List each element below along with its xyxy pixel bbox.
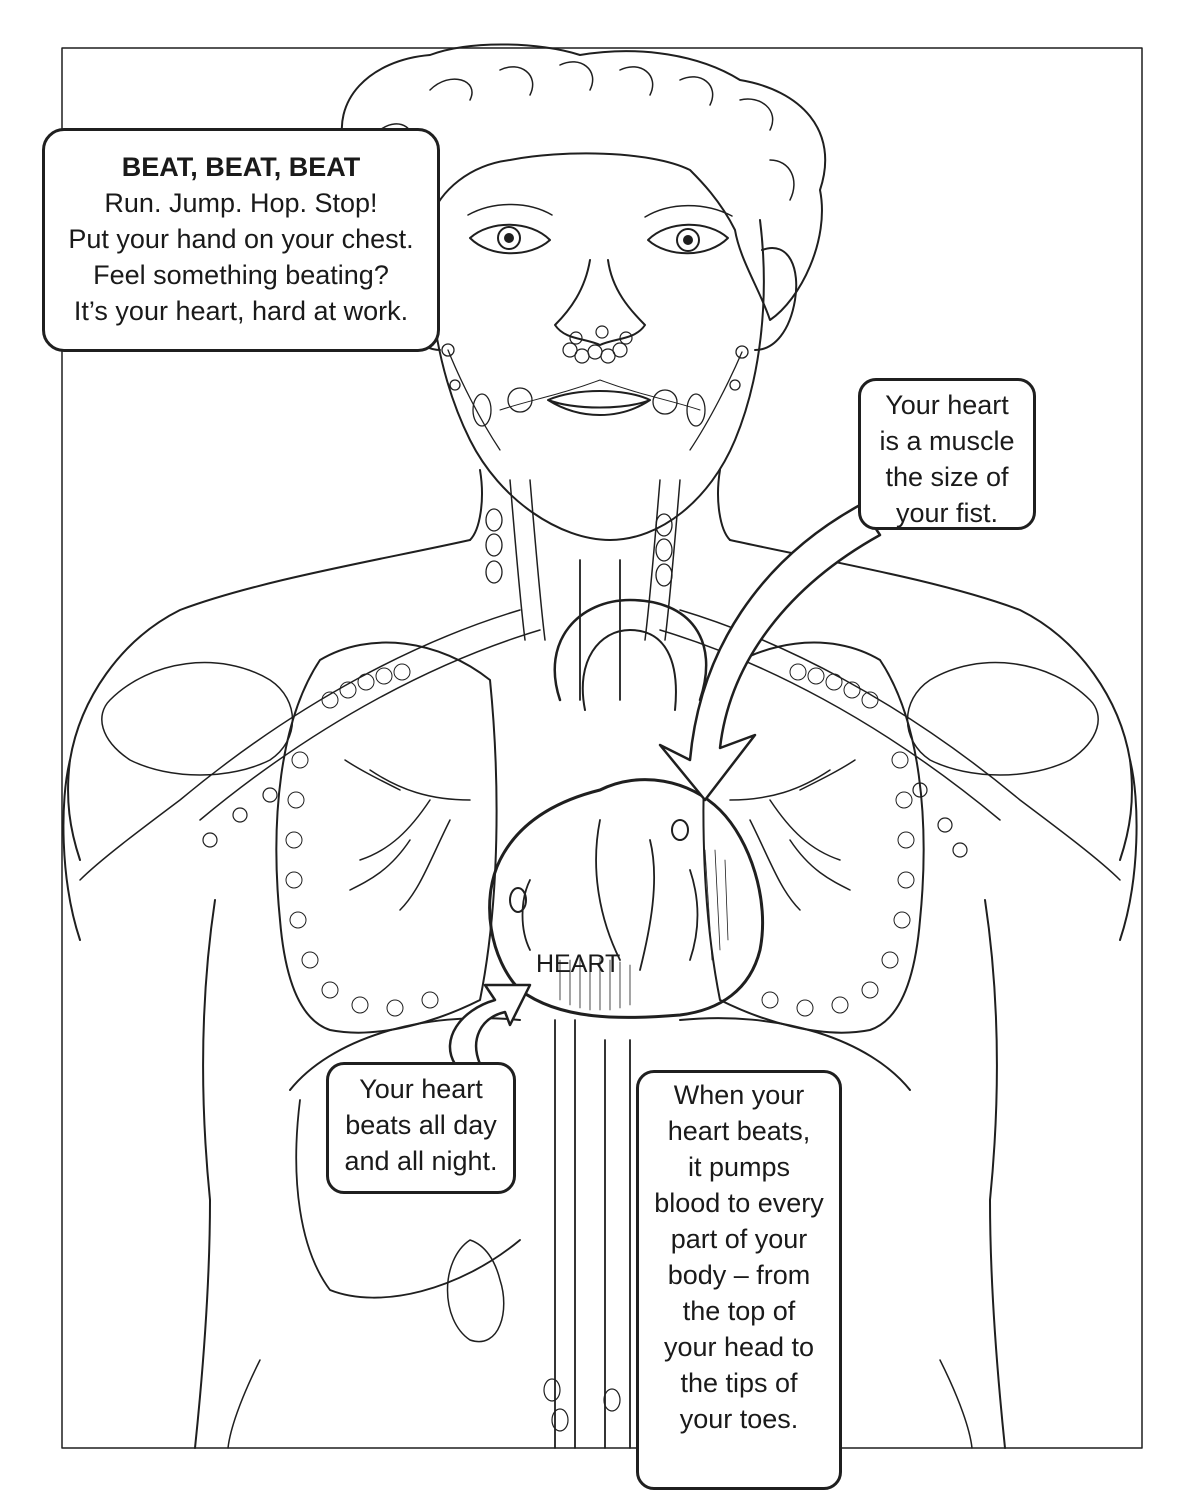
hair-curls: [380, 62, 794, 200]
callout-line: It’s your heart, hard at work.: [73, 296, 409, 326]
heart-vessel-opening: [672, 820, 688, 840]
callout-line: is a muscle: [879, 426, 1015, 456]
callout-line: Your heart: [885, 390, 1009, 420]
callout-line: Run. Jump. Hop. Stop!: [104, 188, 378, 218]
lower-torso: [228, 1360, 972, 1448]
heart-label: HEART: [536, 950, 621, 978]
descending-aorta: [555, 1020, 630, 1448]
mouth: [548, 391, 650, 415]
left-eye-icon: [468, 204, 552, 253]
callout-beat-beat-beat: [42, 128, 440, 352]
callout-line: the top of: [682, 1296, 796, 1326]
right-shoulder: [908, 663, 1099, 775]
face-outline: [429, 220, 764, 540]
callout-heart-muscle: [858, 378, 1036, 530]
callout-line: Your heart: [359, 1074, 483, 1104]
callout-line: the tips of: [680, 1368, 798, 1398]
right-eye-icon: [645, 206, 732, 254]
callout-line: and all night.: [344, 1146, 498, 1176]
trachea: [580, 560, 620, 700]
callout-line: heart beats,: [667, 1116, 811, 1146]
heart-hatching: [560, 850, 728, 1010]
aortic-arch-inner: [583, 630, 676, 710]
callout-line: your toes.: [679, 1404, 799, 1434]
torso-outline: [68, 540, 1132, 860]
callout-line: When your: [673, 1080, 805, 1110]
bronchi: [345, 760, 855, 910]
right-lung: [703, 643, 923, 1033]
callout-beats-all-day: [326, 1062, 516, 1194]
left-shoulder: [102, 663, 293, 775]
left-subclavian: [80, 610, 540, 880]
kidney: [448, 1240, 504, 1342]
callout-line: Feel something beating?: [93, 260, 389, 290]
callout-line: part of your: [670, 1224, 808, 1254]
left-lung: [276, 643, 496, 1033]
callout-title: BEAT, BEAT, BEAT: [121, 152, 361, 182]
callout-line: the size of: [885, 462, 1009, 492]
heart-outline: [490, 780, 763, 1018]
left-arm: [63, 760, 215, 1448]
heart-chambers: [523, 820, 698, 970]
callout-line: Put your hand on your chest.: [68, 224, 414, 254]
callout-pumps-blood: [636, 1070, 842, 1490]
arrow-allday-to-heart: [450, 985, 530, 1064]
right-arm: [985, 760, 1137, 1448]
nose: [555, 260, 645, 345]
callout-line: it pumps: [687, 1152, 791, 1182]
callout-line: beats all day: [345, 1110, 497, 1140]
callout-line: your fist.: [895, 498, 999, 528]
callout-line: body – from: [667, 1260, 811, 1290]
callout-line: your head to: [663, 1332, 815, 1362]
aortic-arch: [555, 600, 706, 700]
neck-vessels: [510, 480, 680, 640]
face-lymph-nodes: [442, 344, 748, 450]
callout-line: blood to every: [654, 1188, 824, 1218]
